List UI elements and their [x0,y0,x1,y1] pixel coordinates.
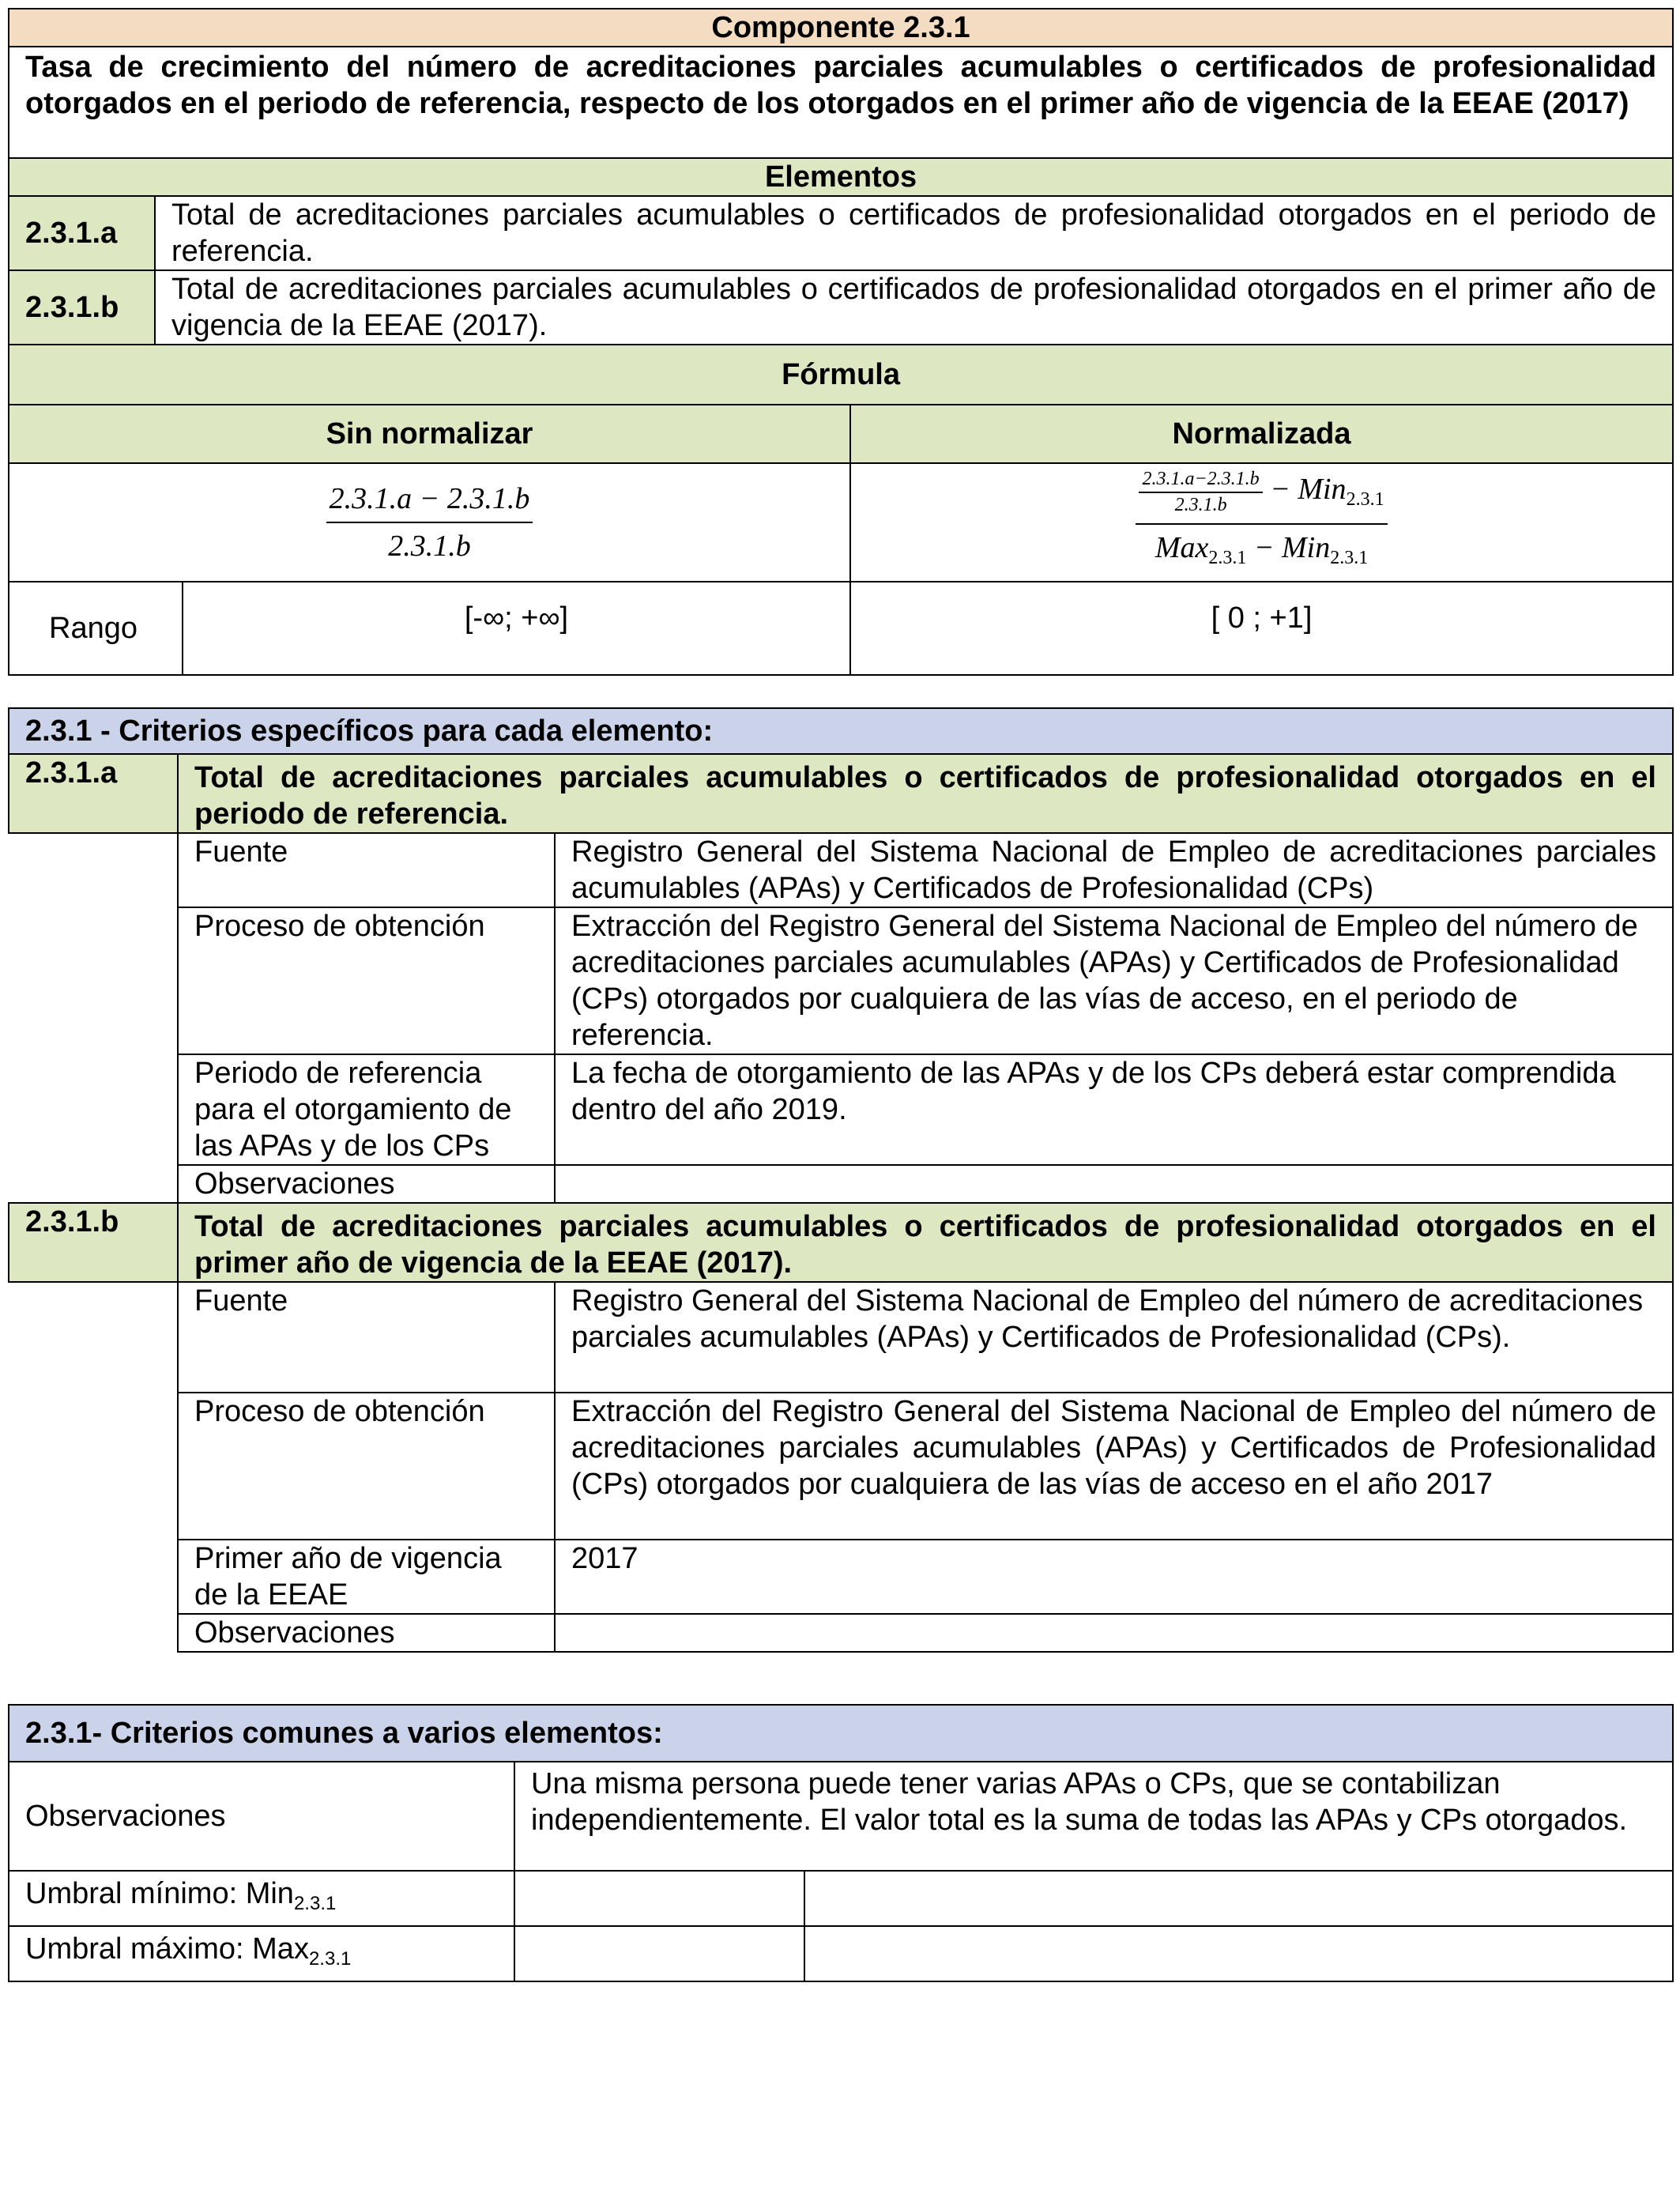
specific-criteria-header: 2.3.1 - Criterios específicos para cada elemento: [9,708,1673,754]
formula-norm-inner-num: 2.3.1.a−2.3.1.b [1139,469,1262,493]
umbral-min-text: Umbral mínimo: Min [25,1876,294,1910]
criteria-indent [9,833,178,1203]
umbral-max-extra [804,1926,1673,1981]
observaciones-value: Una misma persona puede tener varias APAs o CPs, que se contabilizan independientemente. El valor total es la suma de todas las APAs y CPs otorgados. [514,1762,1673,1871]
criteria-value: Registro General del Sistema Nacional de Empleo de acreditaciones parciales acumulables (APAs) y Certificados de Profesionalidad (CPs) [555,833,1673,907]
umbral-max-sub: 2.3.1 [308,1947,352,1970]
criteria-label: Fuente [178,1282,555,1393]
umbral-max-value [514,1926,804,1981]
formula-min: Min [1298,473,1347,507]
formula-raw-numerator: 2.3.1.a − 2.3.1.b [326,481,533,523]
formula-norm-numerator [1136,469,1387,524]
component-table [8,8,1674,676]
criteria-label: Proceso de obtención [178,1393,555,1540]
umbral-min-extra [804,1871,1673,1926]
formula-max-sub: 2.3.1 [1208,547,1247,568]
formula-min: Min [1282,530,1331,564]
elements-header: Elementos [9,158,1673,196]
criteria-code: 2.3.1.b [9,1203,178,1282]
common-criteria-header: 2.3.1- Criterios comunes a varios elementos: [9,1705,1673,1762]
umbral-max-label [9,1926,514,1981]
formula-minus: − [1270,473,1290,507]
umbral-min-value [514,1871,804,1926]
component-title: Tasa de crecimiento del número de acreditaciones parciales acumulables o certificados de profesionalidad otorgados en el periodo de referencia, respecto de los otorgados en el primer año de vigencia de la EEAE (2017) [9,47,1673,158]
criteria-label: Proceso de obtención [178,907,555,1054]
formula-norm-denominator [1136,525,1387,576]
umbral-min-sub: 2.3.1 [293,1892,337,1914]
specific-criteria-table [8,707,1674,1653]
criteria-label: Fuente [178,833,555,907]
element-code: 2.3.1.a [9,196,155,270]
observaciones-label: Observaciones [9,1762,514,1871]
criteria-title: Total de acreditaciones parciales acumulables o certificados de profesionalidad otorgados en el primer año de vigencia de la EEAE (2017). [178,1203,1673,1282]
rango-label: Rango [9,582,183,675]
umbral-min-label [9,1871,514,1926]
formula-minus: − [1253,530,1275,564]
criteria-indent [9,1282,178,1652]
component-header: Componente 2.3.1 [9,9,1673,47]
element-text: Total de acreditaciones parciales acumulables o certificados de profesionalidad otorgados en el periodo de referencia. [155,196,1673,270]
formula-normalized [850,463,1673,582]
element-code: 2.3.1.b [9,270,155,345]
formula-norm-inner-fraction [1139,469,1262,515]
criteria-value: Extracción del Registro General del Sistema Nacional de Empleo del número de acreditaciones parciales acumulables (APAs) y Certificados de Profesionalidad (CPs) otorgados por cualquiera de las vías de acceso, en el periodo de referencia. [555,907,1673,1054]
normalizada-label: Normalizada [850,405,1673,463]
formula-max: Max [1155,530,1209,564]
rango-normalized: [ 0 ; +1] [850,582,1673,675]
criteria-title: Total de acreditaciones parciales acumulables o certificados de profesionalidad otorgados en el periodo de referencia. [178,754,1673,833]
formula-raw-fraction [326,481,533,564]
formula-norm-inner-den: 2.3.1.b [1174,495,1227,516]
formula-min-sub: 2.3.1 [1346,489,1384,511]
criteria-value [555,1165,1673,1203]
criteria-value: 2017 [555,1540,1673,1614]
formula-raw [9,463,850,582]
common-criteria-table [8,1704,1674,1982]
criteria-value [555,1614,1673,1652]
criteria-label: Observaciones [178,1165,555,1203]
criteria-value: Extracción del Registro General del Sistema Nacional de Empleo del número de acreditaciones parciales acumulables (APAs) y Certificados de Profesionalidad (CPs) otorgados por cualquiera de las vías de acceso en el año 2017 [555,1393,1673,1540]
criteria-label: Primer año de vigencia de la EEAE [178,1540,555,1614]
formula-raw-denominator: 2.3.1.b [388,530,471,563]
criteria-label: Observaciones [178,1614,555,1652]
criteria-value: Registro General del Sistema Nacional de Empleo del número de acreditaciones parciales acumulables (APAs) y Certificados de Profesionalidad (CPs). [555,1282,1673,1393]
criteria-label: Periodo de referencia para el otorgamiento de las APAs y de los CPs [178,1054,555,1165]
umbral-max-text: Umbral máximo: Max [25,1932,309,1966]
rango-raw: [-∞; +∞] [183,582,850,675]
formula-min-sub: 2.3.1 [1330,547,1369,568]
criteria-value: La fecha de otorgamiento de las APAs y de los CPs deberá estar comprendida dentro del año 2019. [555,1054,1673,1165]
element-text: Total de acreditaciones parciales acumulables o certificados de profesionalidad otorgados en el primer año de vigencia de la EEAE (2017). [155,270,1673,345]
formula-header: Fórmula [9,345,1673,405]
formula-norm-fraction [1136,469,1387,575]
criteria-code: 2.3.1.a [9,754,178,833]
sin-normalizar-label: Sin normalizar [9,405,850,463]
